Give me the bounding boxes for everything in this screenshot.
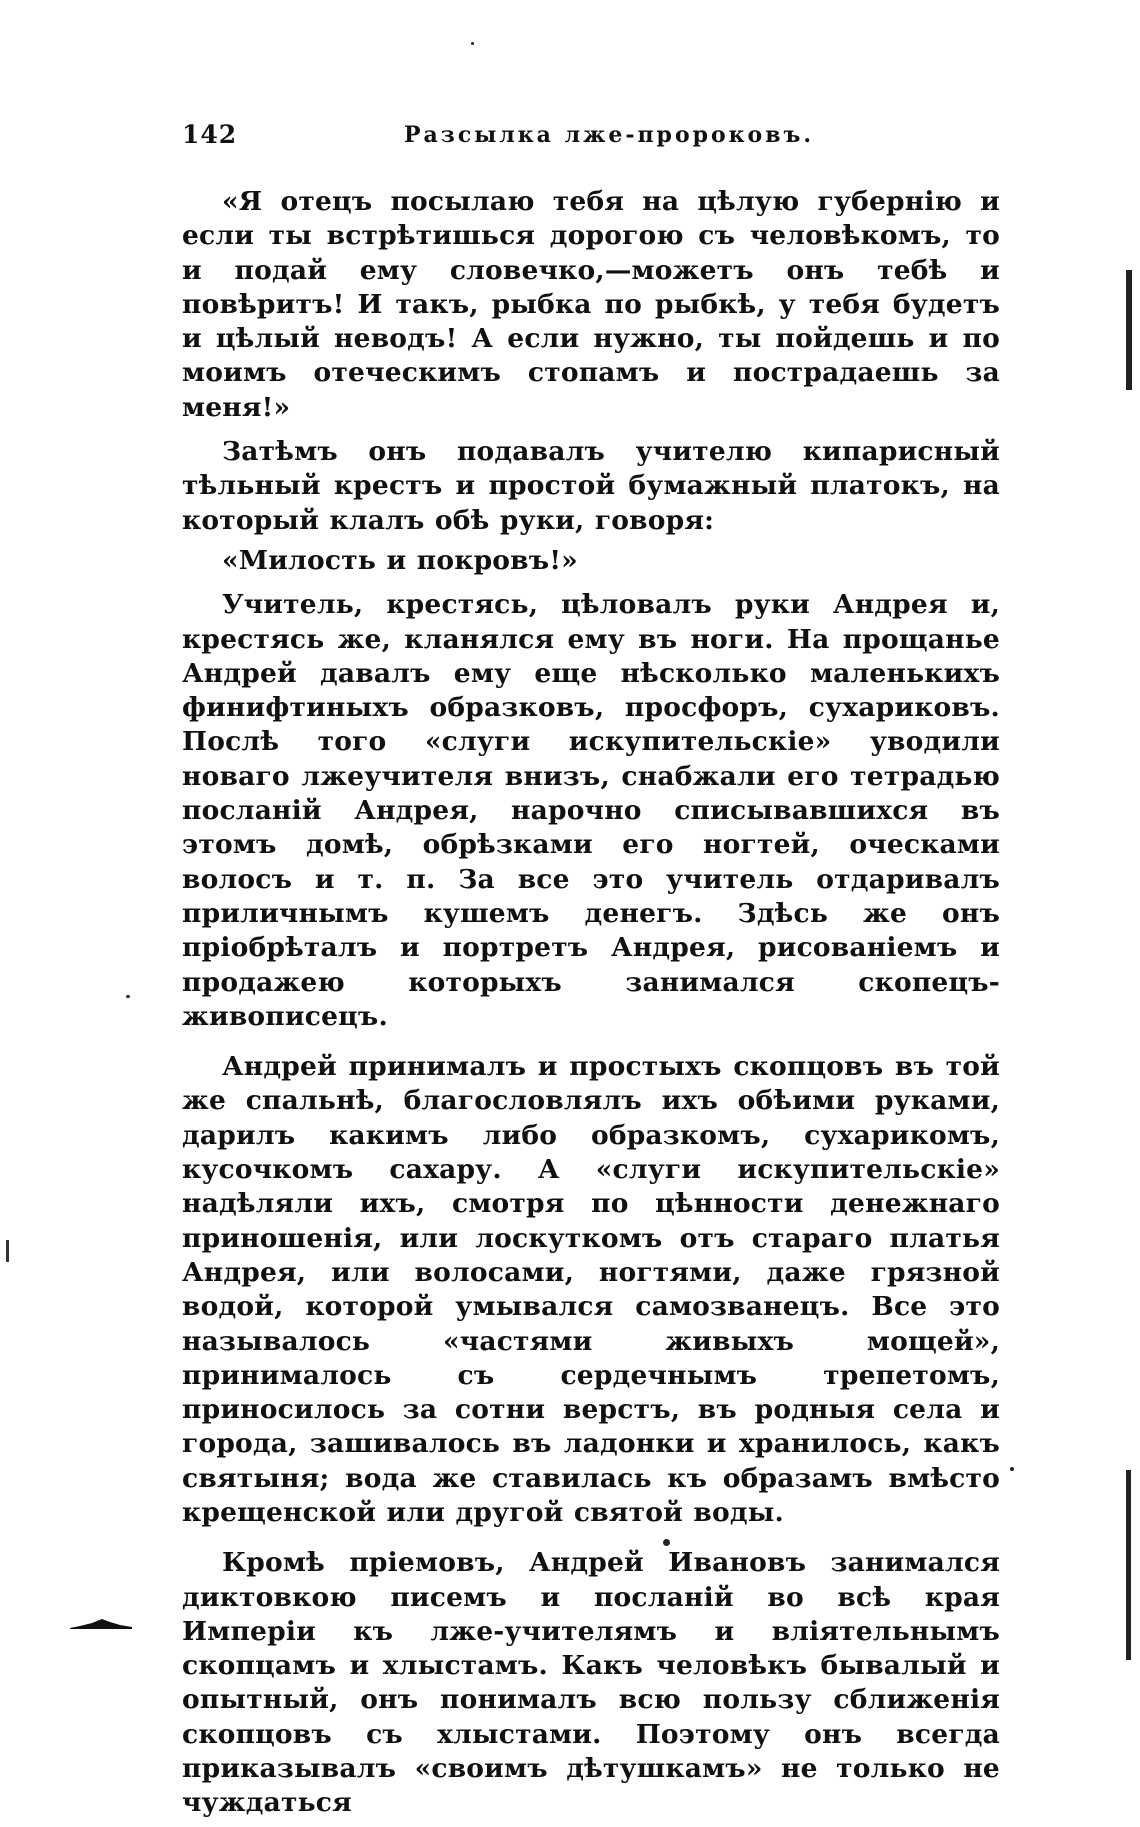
paragraph-teacher-farewell: Учитель, крестясь, цѣловалъ руки Андрея и, крестясь же, кланялся ему въ ноги. На прощанье Андрей давалъ ему еще нѣсколько маленькихъ финифтиныхъ образковъ, просфоръ, сухариковъ. Послѣ того «слуги искупительскіе» уводили новаго лжеучителя внизъ, снабжали его тетрадью посланій Андрея, нарочно списывавшихся въ этомъ домѣ, обрѣзками его ногтей, оческами волосъ и т. п. За все это учитель отдаривалъ приличнымъ кушемъ денегъ. Здѣсь же онъ пріобрѣталъ и портретъ Андрея, рисованіемъ и продажею которыхъ занимался скопецъ-живописецъ. [182,589,1000,1032]
running-head [182,120,1012,160]
scan-edge-line [1126,1470,1131,1660]
ink-smudge [70,1617,132,1629]
scan-speck [1010,1467,1014,1471]
page-number: 142 [182,120,238,149]
paragraph-blessing: «Милость и покровъ!» [222,544,578,576]
running-title: Разсылка лже-пророковъ. [404,122,815,148]
scan-edge-line [6,1240,9,1262]
paragraph-letter-quote: «Я отецъ посылаю тебя на цѣлую губернію и если ты встрѣтишься дорогою съ человѣкомъ, то и подай ему словечко,—можетъ онъ тебѣ и повѣритъ! И такъ, рыбка по рыбкѣ, у тебя будетъ и цѣлый неводъ! А если нужно, ты пойдешь и по моимъ отеческимъ стопамъ и пострадаешь за меня!» [182,186,1000,423]
body-text [182,185,1000,1827]
paragraph-letters-dictation: Кромѣ пріемовъ, Андрей Ивановъ занимался диктовкою писемъ и посланій во всѣ края Имперіи къ лже-учителямъ и вліятельнымъ скопцамъ и хлыстамъ. Какъ человѣкъ бывалый и опытный, онъ понималъ всю пользу сближенія скопцовъ съ хлыстами. Поэтому онъ всегда приказывалъ «своимъ дѣтушкамъ» не только не чуждаться [182,1547,1000,1819]
scan-edge-line [1126,270,1132,390]
paragraph-cross-and-kerchief: Затѣмъ онъ подавалъ учителю кипарисный тѣльный крестъ и простой бумажный платокъ, на который клалъ обѣ руки, говоря: [182,436,1000,536]
scan-speck [663,1539,670,1546]
scan-speck [471,42,474,45]
paragraph-simple-skoptsy: Андрей принималъ и простыхъ скопцовъ въ той же спальнѣ, благословлялъ ихъ обѣими руками, дарилъ какимъ либо образкомъ, сухарикомъ, кусочкомъ сахару. А «слуги искупительскіе» надѣляли ихъ, смотря по цѣнности денежнаго приношенія, или лоскуткомъ отъ стараго платья Андрея, или волосами, ногтями, даже грязной водой, которой умывался самозванецъ. Все это называлось «частями живыхъ мощей», принималось съ сердечнымъ трепетомъ, приносилось за сотни верстъ, въ родныя села и города, зашивалось въ ладонки и хранилось, какъ святыня; вода же ставилась къ образамъ вмѣсто крещенской или другой святой воды. [182,1051,1000,1528]
scan-speck [126,995,130,998]
